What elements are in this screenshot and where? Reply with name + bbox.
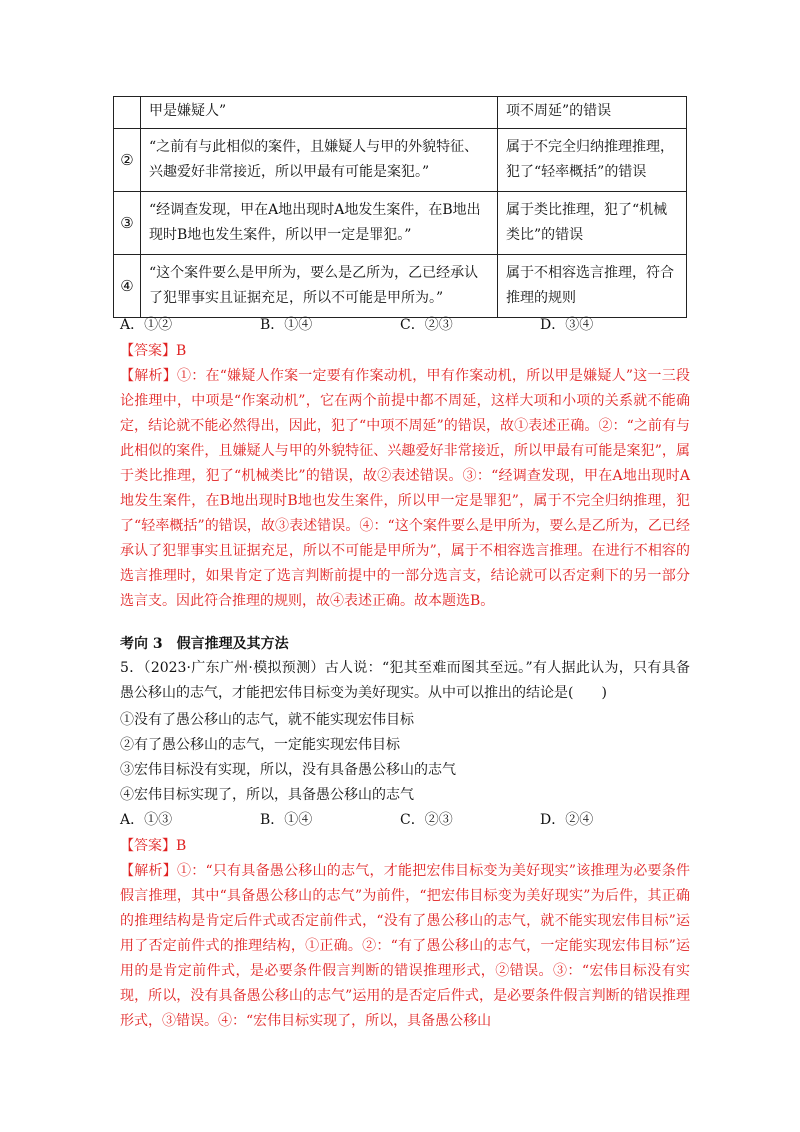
table-row bbox=[114, 129, 687, 192]
q5-stem: 5．（2023·广东广州·模拟预测）古人说：“犯其至难而图其至远。”有人据此认为，只有具备愚公移山的志气，才能把宏伟目标变为美好现实。从中可以推出的结论是( ) bbox=[120, 660, 690, 701]
row-statement: “这个案件要么是甲所为，要么是乙所为，乙已经承认了犯罪事实且证据充足，所以不可能是甲所为。” bbox=[141, 255, 498, 318]
analysis-body: ①：“只有具备愚公移山的志气，才能把宏伟目标变为美好现实”该推理为必要条件假言推理，其中“具备愚公移山的志气”为前件，“把宏伟目标变为美好现实”为后件，其正确的推理结构是肯定后件式或否定前件式，“没有了愚公移山的志气，就不能实现宏伟目标”运用了否定前件式的推理结构，①正确。②：“有了愚公移山的志气，一定能实现宏伟目标”运用的是肯定前件式，是必要条件假言判断的错误推理形式，②错误。③：“宏伟目标没有实现，所以，没有具备愚公移山的志气”运用的是否定后件式，是必要条件假言判断的错误推理形式，③错误。④：“宏伟目标实现了，所以，具备愚公移山 bbox=[120, 863, 690, 1029]
q4-options bbox=[120, 315, 680, 335]
section-heading: 考向 3 假言推理及其方法 bbox=[120, 636, 289, 652]
reasoning-table bbox=[113, 96, 687, 318]
row-judgement: 属于类比推理，犯了“机械类比”的错误 bbox=[498, 192, 687, 255]
q5-statement-2: ②有了愚公移山的志气，一定能实现宏伟目标 bbox=[120, 737, 400, 753]
q5-statement-4: ④宏伟目标实现了，所以，具备愚公移山的志气 bbox=[120, 787, 414, 803]
q5-options bbox=[120, 810, 680, 830]
option-a: A．①② bbox=[120, 317, 173, 333]
q5-statement-1: ①没有了愚公移山的志气，就不能实现宏伟目标 bbox=[120, 712, 414, 728]
row-judgement: 属于不相容选言推理，符合推理的规则 bbox=[498, 255, 687, 318]
analysis-label: 【解析】 bbox=[120, 863, 177, 879]
row-judgement: 属于不完全归纳推理推理，犯了“轻率概括”的错误 bbox=[498, 129, 687, 192]
option-d: D．③④ bbox=[540, 317, 594, 333]
option-c: C．②③ bbox=[400, 317, 453, 333]
q4-answer: 【答案】B bbox=[120, 343, 187, 359]
analysis-label: 【解析】 bbox=[120, 368, 177, 384]
row-judgement: 项不周延”的错误 bbox=[498, 97, 687, 129]
option-b: B．①④ bbox=[260, 317, 313, 333]
analysis-body: ①：在“嫌疑人作案一定要有作案动机，甲有作案动机，所以甲是嫌疑人”这一三段论推理中，中项是“作案动机”，它在两个前提中都不周延，这样大项和小项的关系就不能确定，结论就不能必然得出，因此，犯了“中项不周延”的错误，故①表述正确。②：“之前有与此相似的案件，且嫌疑人与甲的外貌特征、兴趣爱好非常接近，所以甲最有可能是案犯”，属于类比推理，犯了“机械类比”的错误，故②表述错误。③：“经调查发现，甲在A地出现时A地发生案件，在B地出现时B地也发生案件，所以甲一定是罪犯”，属于不完全归纳推理，犯了“轻率概括”的错误，故③表述错误。④：“这个案件要么是甲所为，要么是乙所为，乙已经承认了犯罪事实且证据充足，所以不可能是甲所为”，属于不相容选言推理。在进行不相容的选言推理时，如果肯定了选言判断前提中的一部分选言支，结论就可以否定剩下的另一部分选言支。因此符合推理的规则，故④表述正确。故本题选B。 bbox=[120, 368, 690, 609]
table-row bbox=[114, 255, 687, 318]
row-number: ③ bbox=[114, 192, 141, 255]
q5-analysis bbox=[120, 859, 690, 1034]
option-b: B．①④ bbox=[260, 812, 313, 828]
row-number: ② bbox=[114, 129, 141, 192]
row-statement: “经调查发现，甲在A地出现时A地发生案件，在B地出现时B地也发生案件，所以甲一定是罪犯。” bbox=[141, 192, 498, 255]
table-row bbox=[114, 192, 687, 255]
row-statement: 甲是嫌疑人” bbox=[141, 97, 498, 129]
table-row bbox=[114, 97, 687, 129]
option-d: D．②④ bbox=[540, 812, 594, 828]
row-statement: “之前有与此相似的案件，且嫌疑人与甲的外貌特征、兴趣爱好非常接近，所以甲最有可能是案犯。” bbox=[141, 129, 498, 192]
option-c: C．②③ bbox=[400, 812, 453, 828]
row-number: ④ bbox=[114, 255, 141, 318]
row-number bbox=[114, 97, 141, 129]
option-a: A．①③ bbox=[120, 812, 173, 828]
q5-answer: 【答案】B bbox=[120, 838, 187, 854]
q5-statement-3: ③宏伟目标没有实现，所以，没有具备愚公移山的志气 bbox=[120, 762, 456, 778]
q4-analysis bbox=[120, 364, 690, 614]
